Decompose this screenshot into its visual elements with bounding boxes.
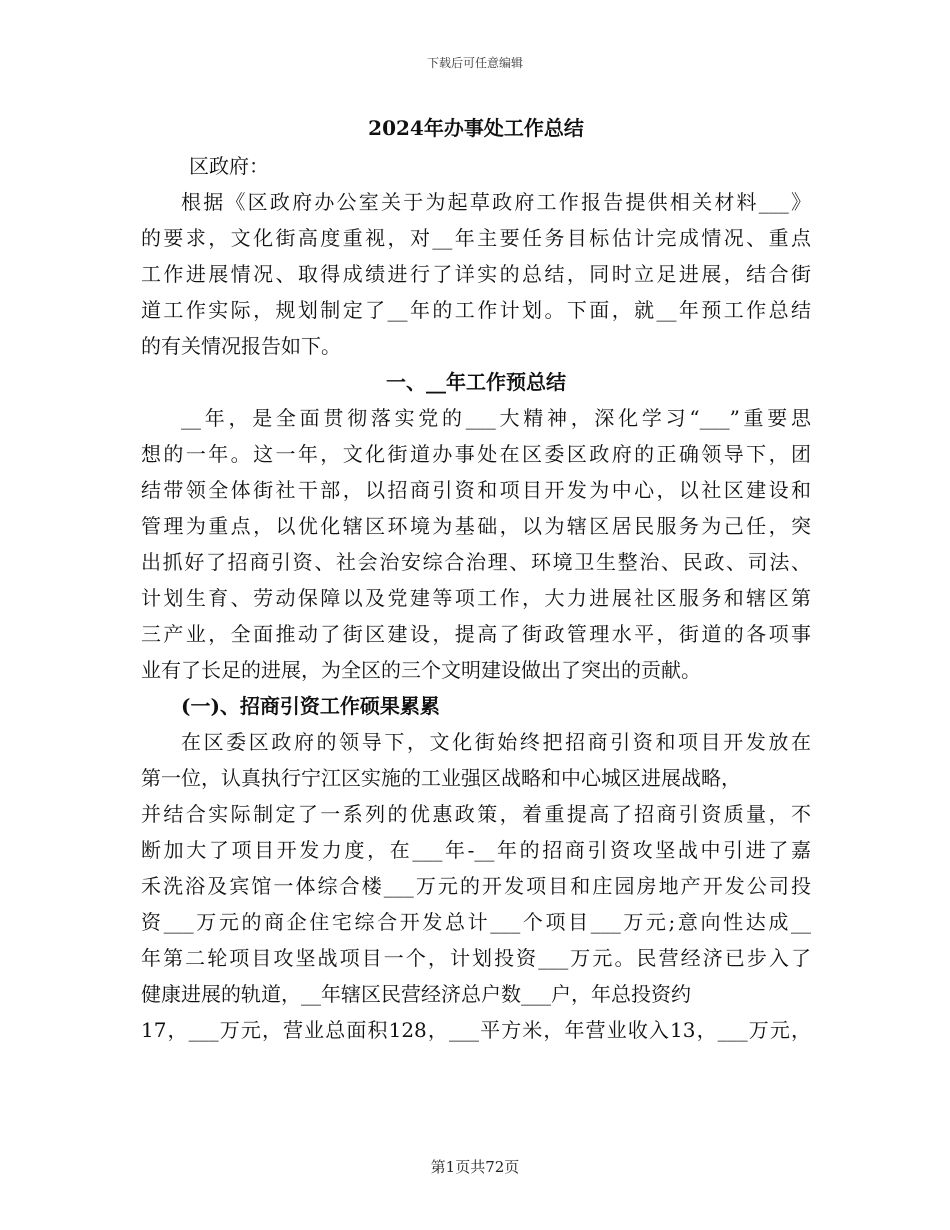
section-heading: 一、__年工作预总结 [386, 370, 566, 394]
paragraph-line: 第一位，认真执行宁江区实施的工业强区战略和中心城区进展战略， [141, 766, 741, 790]
paragraph-line: 结带领全体街社干部，以招商引资和项目开发为中心，以社区建设和 [141, 478, 811, 502]
paragraph-line: 并结合实际制定了一系列的优惠政策，着重提高了招商引资质量，不 [141, 802, 811, 826]
intro-paragraph [141, 184, 811, 364]
paragraph-line: 出抓好了招商引资、社会治安综合治理、环境卫生整治、民政、司法、 [141, 550, 811, 574]
paragraph-line: 三产业，全面推动了街区建设，提高了街政管理水平，街道的各项事 [141, 622, 811, 646]
salutation: 区政府： [189, 154, 269, 178]
document-body [141, 112, 811, 1048]
paragraph-line: 的有关情况报告如下。 [141, 334, 341, 358]
subsection-heading: (一)、招商引资工作硕果累累 [181, 694, 440, 718]
paragraph-line: __年，是全面贯彻落实党的___大精神，深化学习“___”重要思 [181, 406, 811, 430]
page-number: 第1页共72页 [430, 1158, 520, 1176]
paragraph-line: 计划生育、劳动保障以及党建等项工作，大力进展社区服务和辖区第 [141, 586, 811, 610]
paragraph-line: 的要求，文化街高度重视，对__年主要任务目标估计完成情况、重点 [141, 226, 811, 250]
subsection1-paragraph [141, 724, 811, 1048]
paragraph-line: 禾洗浴及宾馆一体综合楼___万元的开发项目和庄园房地产开发公司投 [141, 874, 811, 898]
section1-paragraph [141, 400, 811, 688]
header-note: 下载后可任意编辑 [426, 56, 523, 70]
paragraph-line: 17，___万元，营业总面积128，___平方米，年营业收入13，___万元， [141, 1018, 811, 1042]
paragraph-line: 健康进展的轨道，__年辖区民营经济总户数___户，年总投资约 [141, 982, 691, 1006]
document-title: 2024年办事处工作总结 [368, 116, 584, 140]
paragraph-line: 管理为重点，以优化辖区环境为基础，以为辖区居民服务为己任，突 [141, 514, 811, 538]
paragraph-line: 年第二轮项目攻坚战项目一个，计划投资___万元。民营经济已步入了 [141, 946, 811, 970]
paragraph-line: 根据《区政府办公室关于为起草政府工作报告提供相关材料___》 [181, 190, 811, 214]
paragraph-line: 断加大了项目开发力度，在___年-__年的招商引资攻坚战中引进了嘉 [141, 838, 811, 862]
paragraph-line: 道工作实际，规划制定了__年的工作计划。下面，就__年预工作总结 [141, 298, 811, 322]
paragraph-line: 业有了长足的进展，为全区的三个文明建设做出了突出的贡献。 [141, 658, 701, 682]
paragraph-line: 在区委区政府的领导下，文化街始终把招商引资和项目开发放在 [181, 730, 811, 754]
paragraph-line: 工作进展情况、取得成绩进行了详实的总结，同时立足进展，结合街 [141, 262, 811, 286]
paragraph-line: 想的一年。这一年，文化街道办事处在区委区政府的正确领导下，团 [141, 442, 811, 466]
paragraph-line: 资___万元的商企住宅综合开发总计___个项目___万元;意向性达成__ [141, 910, 811, 934]
